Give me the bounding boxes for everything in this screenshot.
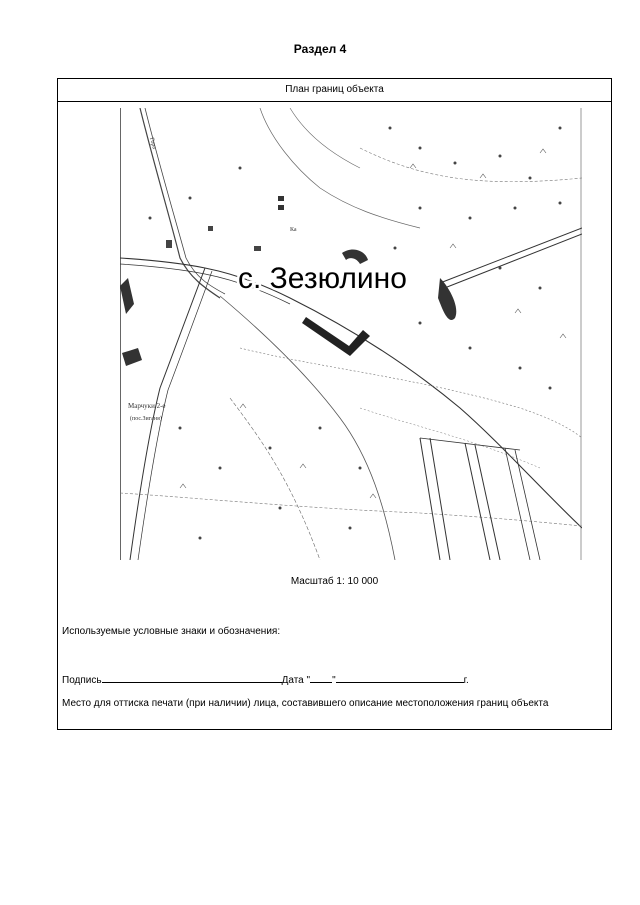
date-day-line: [310, 673, 332, 683]
legend-label: Используемые условные знаки и обозначения:: [62, 626, 281, 637]
village-label: с. Зезюлино: [238, 262, 407, 295]
object-plan-table: [57, 78, 612, 730]
stamp-place-text: Место для оттиска печати (при наличии) лица, составившего описание местоположения границ объекта: [62, 698, 549, 709]
table-header: План границ объекта: [58, 79, 611, 102]
section-title: Раздел 4: [293, 42, 347, 56]
date-quote: ": [332, 675, 336, 686]
signature-label: Подпись: [62, 675, 102, 686]
map-label-posziganya: (пос.Зиганя): [130, 416, 162, 422]
signature-line: [102, 673, 282, 683]
boundary-map: [120, 108, 582, 560]
signature-row: [62, 673, 469, 686]
year-suffix: г.: [463, 675, 469, 686]
map-scale: Масштаб 1: 10 000: [290, 576, 379, 587]
date-label: Дата ": [281, 675, 311, 686]
map-label-ka: Ка: [290, 227, 297, 233]
map-label-marchuki: Марчуки 2-е: [128, 402, 166, 410]
date-month-line: [336, 673, 464, 683]
map-label-gora: Гора: [148, 136, 157, 150]
